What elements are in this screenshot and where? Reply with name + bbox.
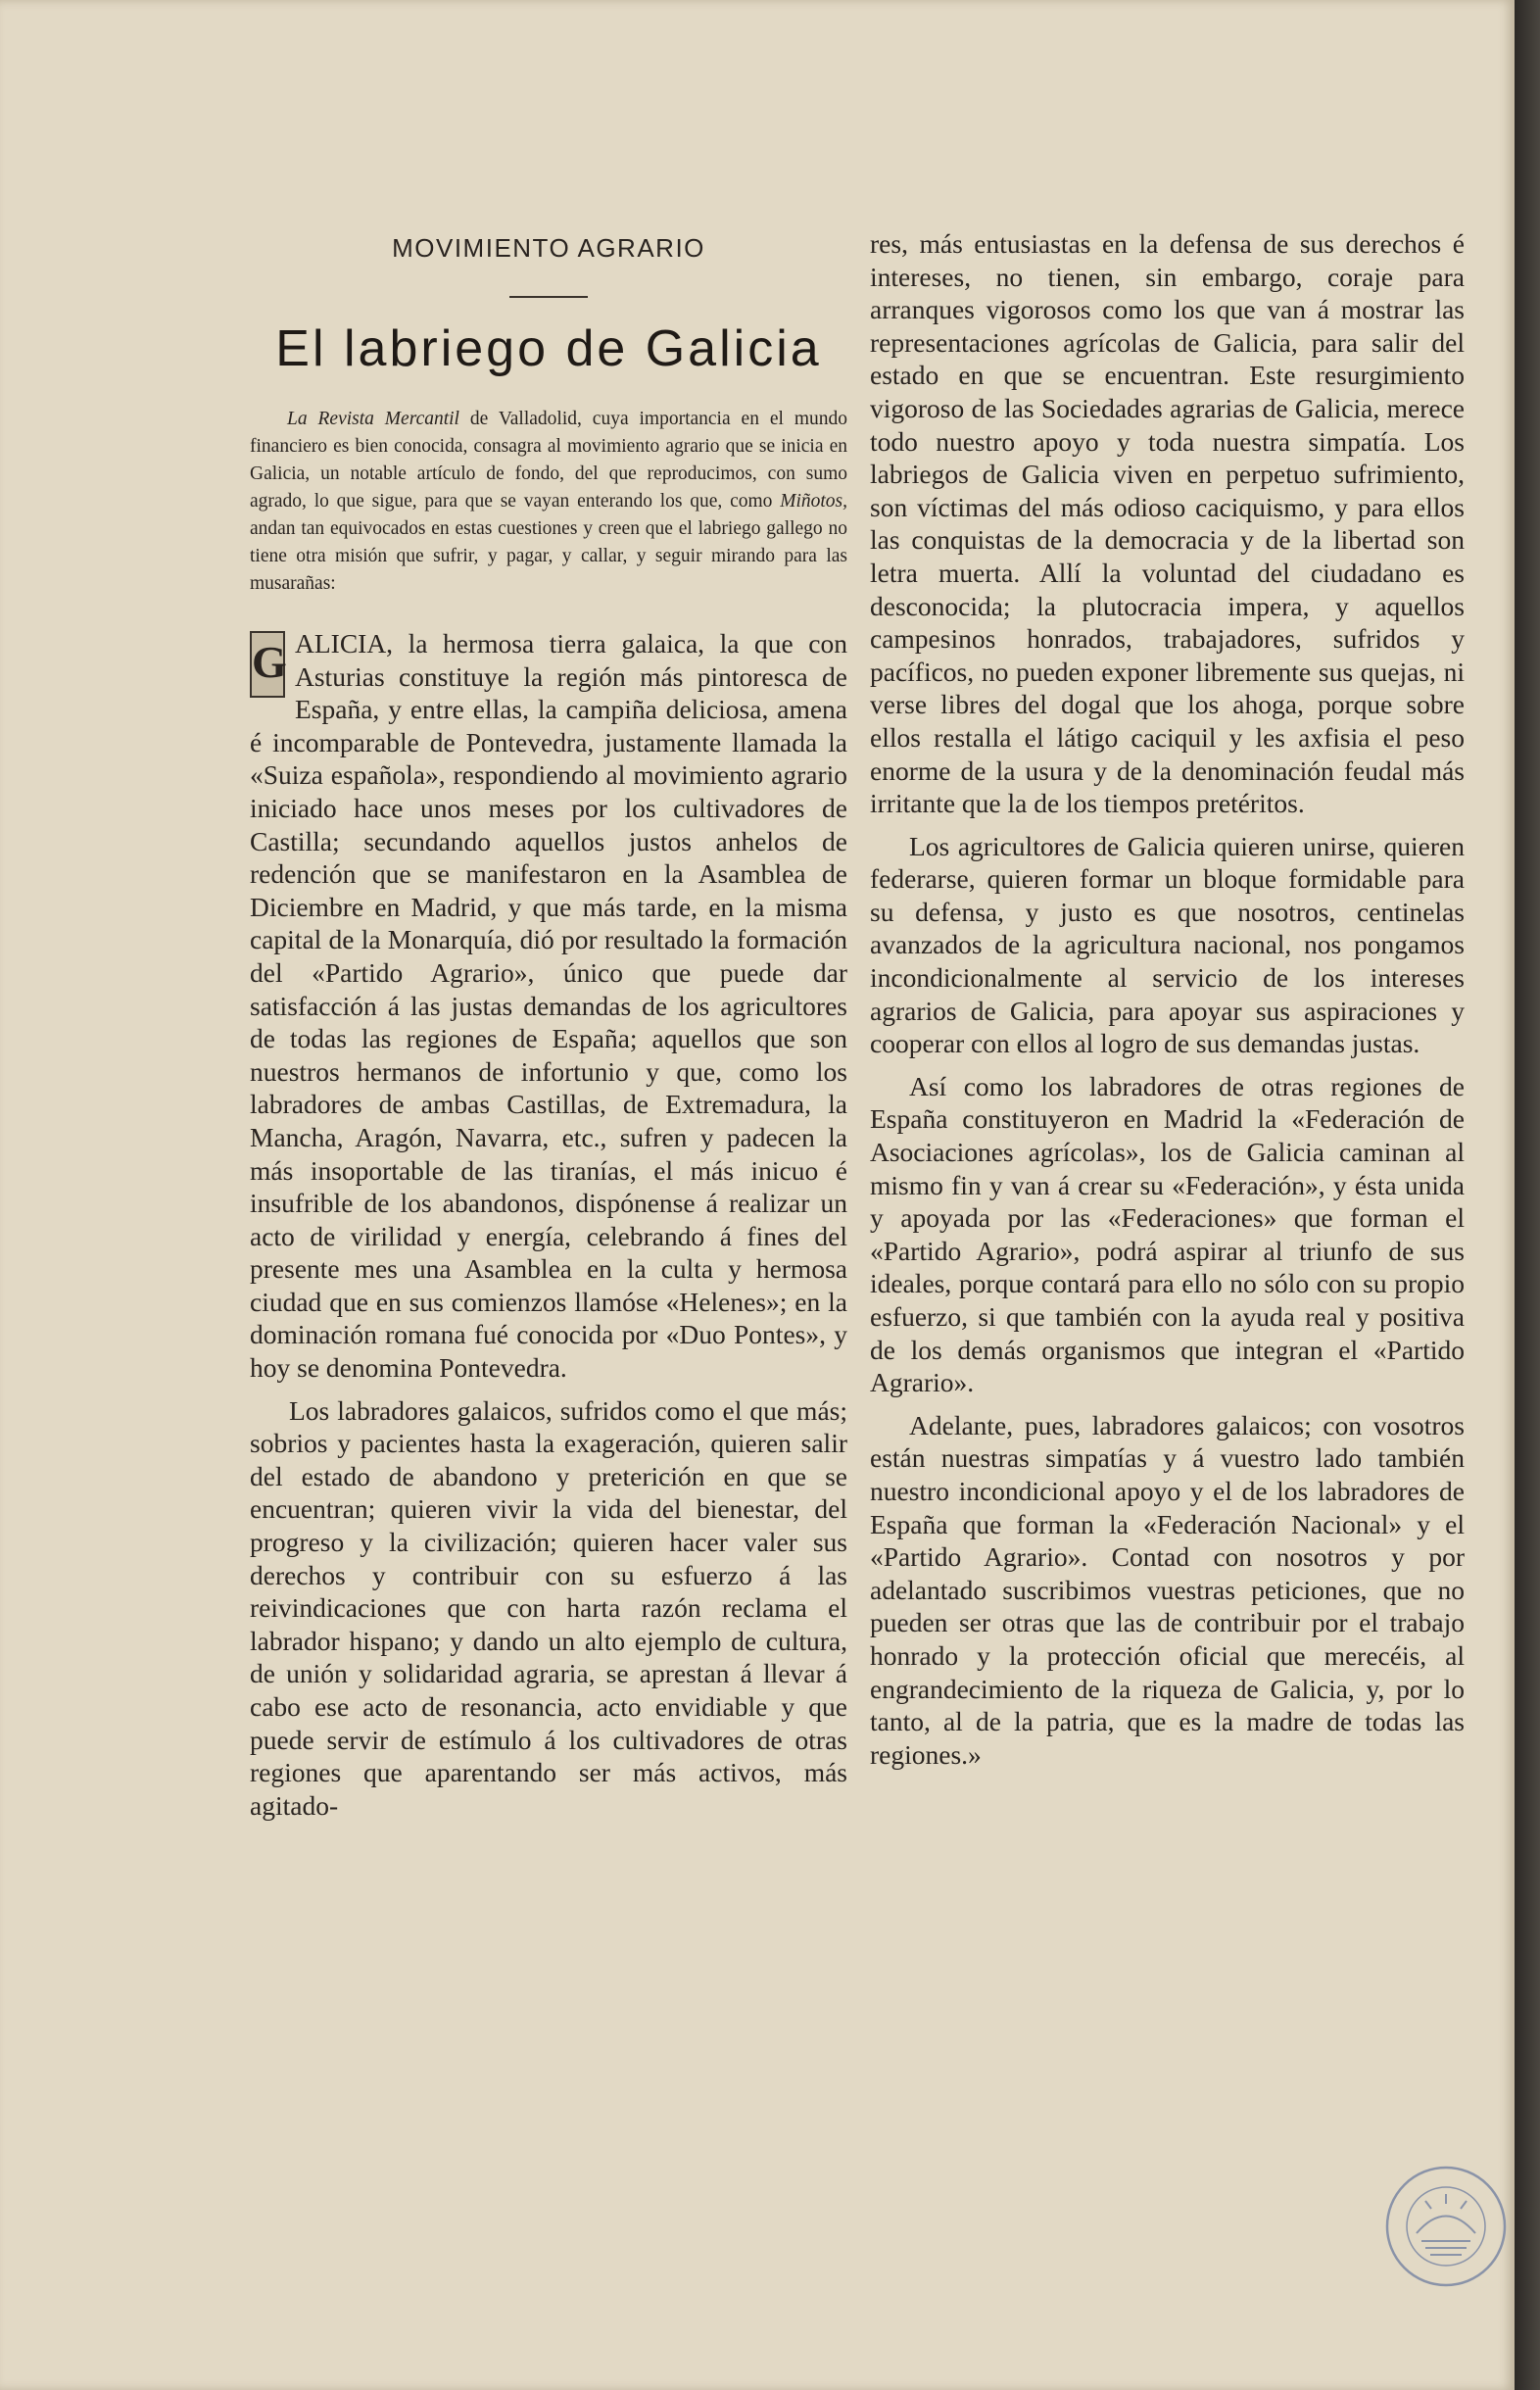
intro-text-1: de Valladolid, cuya importancia en el mundo financiero es bien conocida, consagra al movimiento agrario que se inicia en Galicia, un notable artículo de fondo, del que reproducimos, con sumo agrado, lo que sigue, para que se vayan enterando los que, como	[250, 409, 847, 512]
article-body-left	[250, 627, 847, 1822]
book-binding-edge	[1515, 0, 1540, 2390]
title-divider	[509, 296, 588, 298]
paragraph-1-lead: ALICIA,	[295, 628, 394, 658]
paragraph-3: Los agricultores de Galicia quieren unirse, quieren federarse, quieren formar un bloque formidable para su defensa, y justo es que nosotros, centinelas avanzados de la agricultura nacional, nos pongamos incondicionalmente al servicio de los intereses agrarios de Galicia, para apoyar sus aspiraciones y cooperar con ellos al logro de sus demandas justas.	[870, 830, 1465, 1059]
paragraph-2: Los labradores galaicos, sufridos como el que más; sobrios y pacientes hasta la exageración, quieren salir del estado de abandono y preterición en que se encuentran; quieren vivir la vida del bienestar, del progreso y la civilización; quieren hacer valer sus derechos y contribuir con su esfuerzo á las reivindicaciones que con harta razón reclama el labrador hispano; y dando un alto ejemplo de cultura, de unión y solidaridad agraria, se aprestan á llevar á cabo ese acto de resonancia, acto envidiable y que puede servir de estímulo á los cultivadores de otras regiones que aparentando ser más activos, más agitado-	[250, 1394, 847, 1821]
intro-text-2: andan tan equivocados en estas cuestiones y creen que el labriego gallego no tiene otra misión que sufrir, y pagar, y callar, y seguir mirando para las musarañas:	[250, 518, 847, 594]
article-title: El labriego de Galicia	[275, 320, 822, 377]
intro-paragraph	[250, 406, 847, 598]
intro-minotos: Miñotos,	[780, 491, 847, 512]
dropcap-initial	[250, 631, 285, 698]
paragraph-1-text: la hermosa tierra galaica, la que con Asturias constituye la región más pintoresca de España, y entre ellas, la campiña deliciosa, amena é incomparable de Pontevedra, justamente llamada la «Suiza española», respondiendo al movimiento agrario iniciado hace unos meses por los cultivadores de Castilla; secundando aquellos justos anhelos de redención que se manifestaron en la Asamblea de Diciembre en Madrid, y que más tarde, en la misma capital de la Monarquía, dió por resultado la formación del «Partido Agrario», único que puede dar satisfacción á las justas demandas de los agricultores de todas las regiones de España; aquellos que son nuestros hermanos de infortunio y que, como los labradores de ambas Castillas, de Extremadura, la Mancha, Aragón, Navarra, etc., sufren y padecen la más insoportable de las tiranías, el más inicuo é insufrible de los abandonos, dispónense á realizar un acto de virilidad y energía, celebrando á fines del presente mes una Asamblea en la culta y hermosa ciudad que en sus comienzos llamóse «Helenes»; en la dominación romana fué conocida por «Duo Pontes», y hoy se denomina Pontevedra.	[250, 628, 847, 1384]
left-column	[250, 227, 847, 1831]
section-label: MOVIMIENTO AGRARIO	[392, 233, 705, 263]
article-body-right	[870, 227, 1465, 1771]
library-seal-stamp	[1384, 2165, 1508, 2288]
right-column	[870, 227, 1465, 1780]
paragraph-5: Adelante, pues, labradores galaicos; con vosotros están nuestras simpatías y á vuestro lado también nuestro incondicional apoyo y el de los labradores de España que forman la «Federación Nacional» y el «Partido Agrario». Contad con nosotros y por adelantado suscribimos vuestras peticiones, que no pueden ser otras que las de contribuir por el trabajo honrado y la protección oficial que merecéis, al engrandecimiento de la riqueza de Galicia, y, por lo tanto, al de la patria, que es la madre de todas las regiones.»	[870, 1409, 1465, 1770]
paragraph-2-continued: res, más entusiastas en la defensa de sus derechos é intereses, no tienen, sin embargo, coraje para arranques vigorosos como los que van á mostrar las representaciones agrícolas de Galicia, para salir del estado en que se encuentran. Este resurgimiento vigoroso de las Sociedades agrarias de Galicia, merece todo nuestro apoyo y toda nuestra simpatía. Los labriegos de Galicia viven en perpetuo sufrimiento, son víctimas del más odioso caciquismo, y para ellos las conquistas de la democracia y de la libertad son letra muerta. Allí la voluntad del ciudadano es desconocida; la plutocracia impera, y aquellos campesinos honrados, trabajadores, sufridos y pacíficos, no pueden exponer libremente sus quejas, ni verse libres del dogal que los ahoga, porque sobre ellos restalla el látigo caciquil y les axfisia el peso enorme de la usura y de la denominación feudal más irritante que la de los tiempos pretéritos.	[870, 228, 1465, 819]
intro-source: La Revista Mercantil	[287, 409, 459, 429]
paragraph-4: Así como los labradores de otras regiones de España constituyeron en Madrid la «Federación de Asociaciones agrícolas», los de Galicia caminan al mismo fin y van á crear su «Federación», y ésta unida y apoyada por las «Federaciones» que forman el «Partido Agrario», podrá aspirar al triunfo de sus ideales, porque contará para ello no sólo con su propio esfuerzo, si que también con la ayuda real y positiva de los demás organismos que integran el «Partido Agrario».	[870, 1070, 1465, 1398]
paragraph-1	[250, 627, 847, 1385]
dropcap-letter: G	[252, 637, 287, 687]
